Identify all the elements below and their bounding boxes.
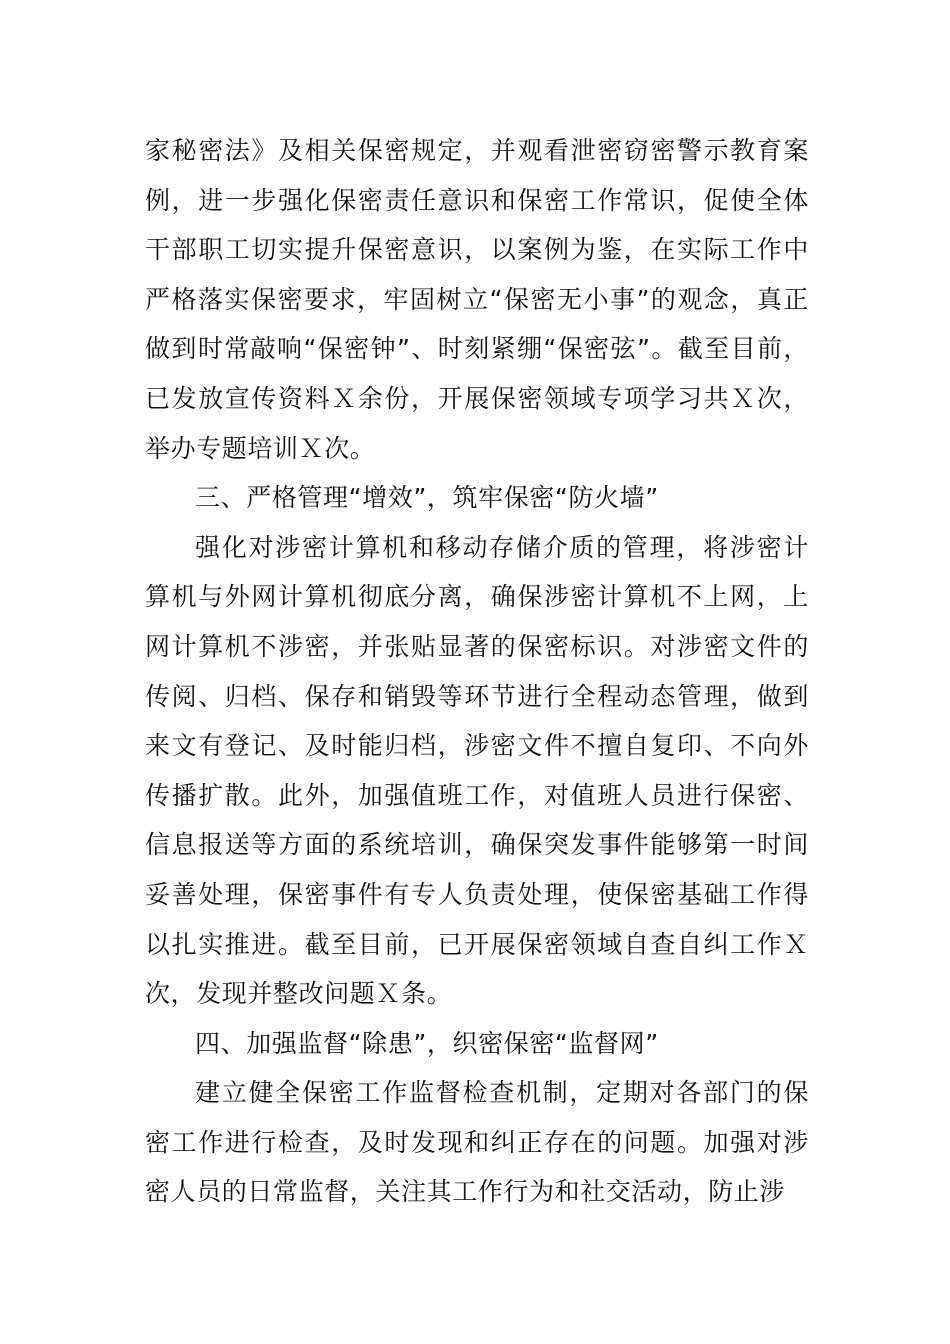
section-heading-4: 四、加强监督“除患”，织密保密“监督网” — [195, 1028, 659, 1058]
paragraph-continuation: 家秘密法》及相关保密规定，并观看泄密窃密警示教育案例，进一步强化保密责任意识和保密工作常识，促使全体干部职工切实提升保密意识，以案例为鉴，在实际工作中严格落实保密要求，牢固树立“保密无小事”的观念，真正做到时常敲响“保密钟”、时刻紧绷“保密弦”。截至目前，已发放宣传资料Ｘ余份，开展保密领域专项学习共Ｘ次，举办专题培训Ｘ次。 — [145, 136, 809, 463]
section-heading-3: 三、严格管理“增效”，筑牢保密“防火墙” — [195, 483, 659, 513]
paragraph-supervision: 建立健全保密工作监督检查机制，定期对各部门的保密工作进行检查，及时发现和纠正存在的问题。加强对涉密人员的日常监督，关注其工作行为和社交活动，防止涉 — [145, 1078, 809, 1207]
document-body — [145, 126, 809, 1217]
paragraph-management: 强化对涉密计算机和移动存储介质的管理，将涉密计算机与外网计算机彻底分离，确保涉密计算机不上网，上网计算机不涉密，并张贴显著的保密标识。对涉密文件的传阅、归档、保存和销毁等环节进行全程动态管理，做到来文有登记、及时能归档，涉密文件不擅自复印、不向外传播扩散。此外，加强值班工作，对值班人员进行保密、信息报送等方面的系统培训，确保突发事件能够第一时间妥善处理，保密事件有专人负责处理，使保密基础工作得以扎实推进。截至目前，已开展保密领域自查自纠工作Ｘ次，发现并整改问题Ｘ条。 — [145, 532, 809, 1009]
